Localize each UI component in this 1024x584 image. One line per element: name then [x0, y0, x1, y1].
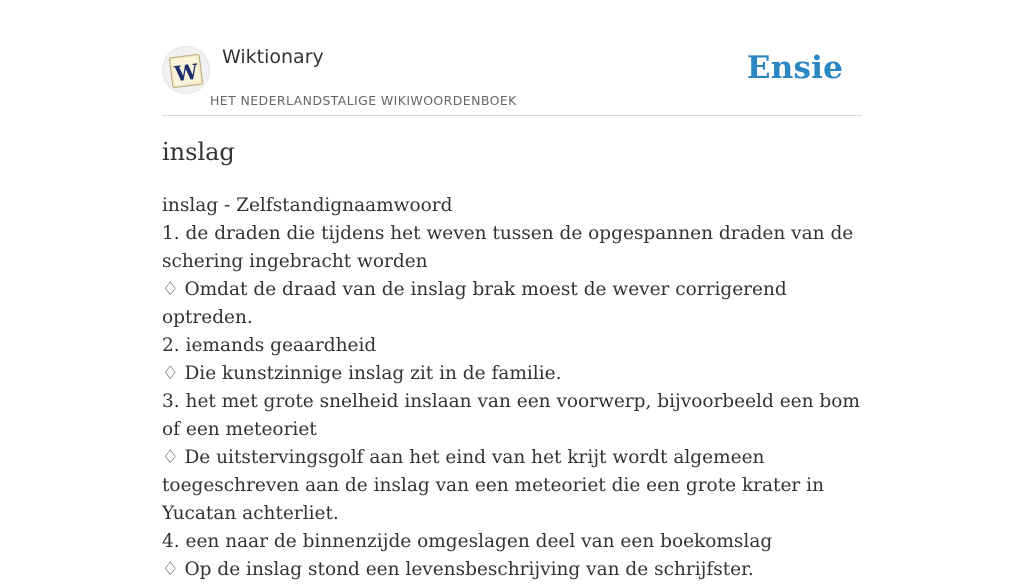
site-name[interactable]: Wiktionary	[222, 46, 324, 68]
definition-line: 4. een naar de binnenzijde omgeslagen deel van een boekomslag	[162, 531, 773, 552]
definition-line: 3. het met grote snelheid inslaan van een voorwerp, bijvoorbeeld een bom of een meteoriet	[162, 391, 860, 440]
definition-body	[162, 192, 862, 584]
example-line: ♢ Op de inslag stond een levensbeschrijving van de schrijfster.	[162, 559, 754, 580]
entry-title: inslag	[162, 138, 235, 166]
example-line: ♢ Die kunstzinnige inslag zit in de familie.	[162, 363, 562, 384]
wiktionary-logo-icon[interactable]	[162, 46, 210, 94]
definition-line: inslag - Zelfstandignaamwoord	[162, 195, 453, 216]
brand-logo[interactable]: Ensie	[746, 50, 843, 86]
logo-letter: W	[172, 58, 200, 87]
site-header	[162, 44, 862, 116]
example-line: ♢ De uitstervingsgolf aan het eind van het krijt wordt algemeen toegeschreven aan de inslag van een meteoriet die een grote krater in Yucatan achterliet.	[162, 447, 824, 524]
definition-line: 1. de draden die tijdens het weven tussen de opgespannen draden van de schering ingebracht worden	[162, 223, 854, 272]
example-line: ♢ Omdat de draad van de inslag brak moest de wever corrigerend optreden.	[162, 279, 787, 328]
definition-line: 2. iemands geaardheid	[162, 335, 377, 356]
logo-tile-graphic	[162, 46, 210, 94]
site-tagline: HET NEDERLANDSTALIGE WIKIWOORDENBOEK	[210, 93, 517, 108]
